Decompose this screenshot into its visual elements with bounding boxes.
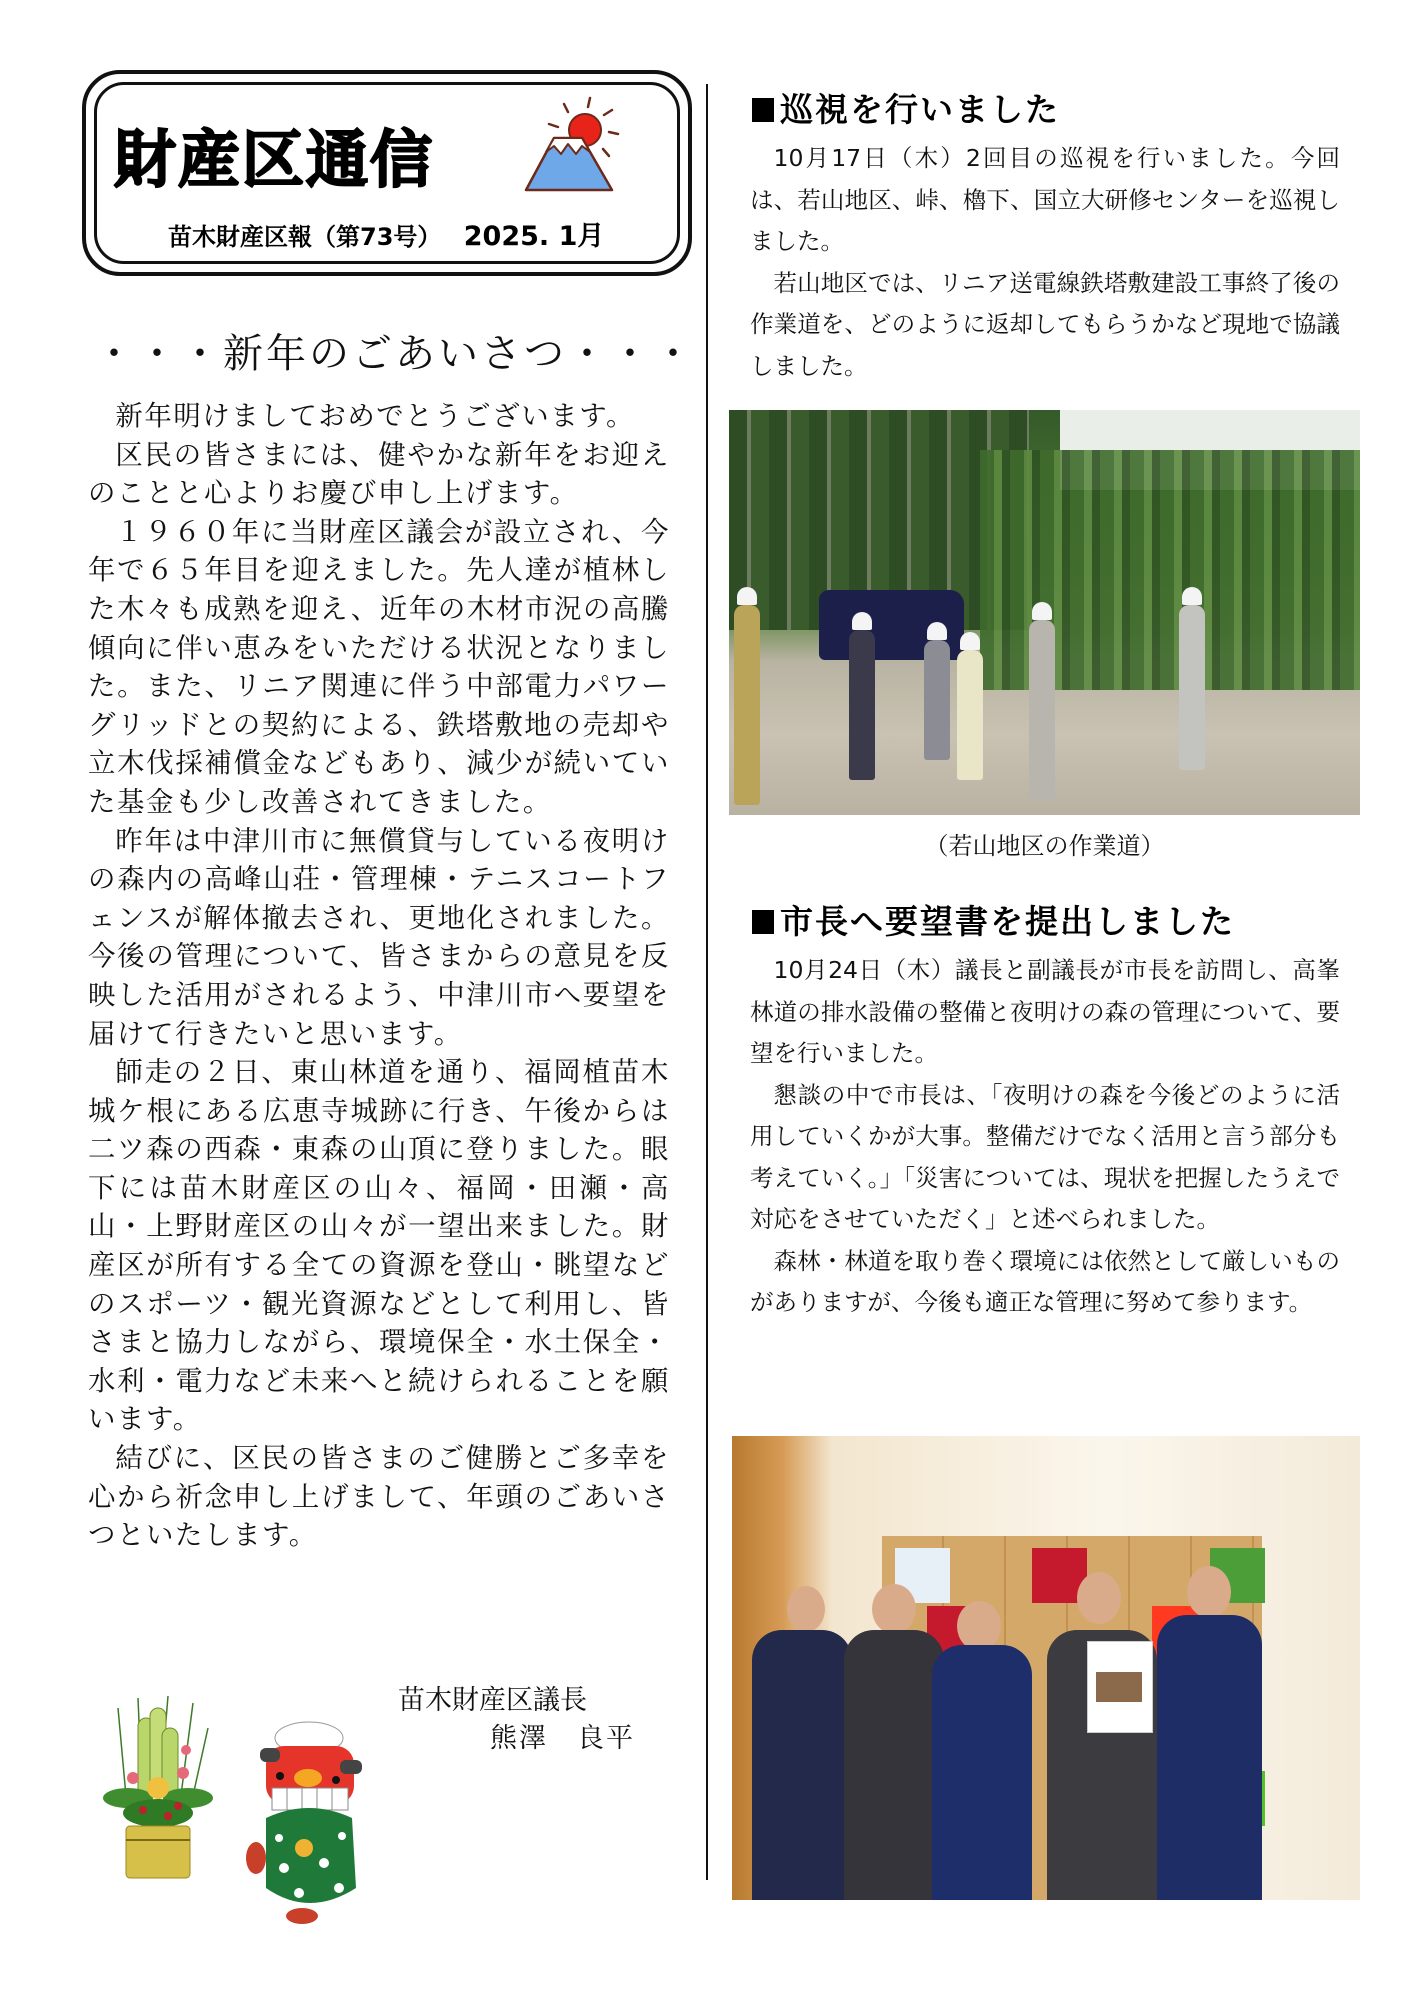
photo-person-suit xyxy=(1157,1615,1262,1900)
masthead xyxy=(82,70,692,276)
section-heading-petition xyxy=(752,896,1235,943)
photo-person-suit xyxy=(752,1630,852,1900)
section-body-petition xyxy=(750,950,1340,1324)
section-heading-text: 市長へ要望書を提出しました xyxy=(780,902,1235,941)
photo-person xyxy=(1029,620,1055,800)
photo-person-head xyxy=(872,1584,916,1634)
mount-fuji-sunrise-icon xyxy=(516,94,626,194)
photo-wakayama-work-road xyxy=(729,410,1360,815)
signature-role: 苗木財産区議長 xyxy=(398,1685,587,1716)
photo-person xyxy=(1179,605,1205,770)
greeting-paragraph: 師走の２日、東山林道を通り、福岡植苗木城ケ根にある広恵寺城跡に行き、午後からは二ツ森の西森・東森の山頂に登りました。眼下には苗木財産区の山々、福岡・田瀬・高山・上野財産区の山々が一望出来ました。財産区が所有する全ての資源を登山・眺望などのスポーツ・観光資源などとして利用し、皆さまと協力しながら、環境保全・水土保全・水利・電力など未来へと続けられることを願います。 xyxy=(88,1057,670,1436)
section-paragraph: 10月17日（木）2回目の巡視を行いました。今回は、若山地区、峠、櫓下、国立大研修センターを巡視しました。 xyxy=(750,144,1340,255)
shishimai-lion-dancer-icon xyxy=(244,1718,374,1928)
section-heading-text: 巡視を行いました xyxy=(780,90,1060,129)
photo-caption: （若山地区の作業道） xyxy=(924,832,1165,860)
signature-name: 熊澤 良平 xyxy=(490,1723,635,1754)
photo-person xyxy=(924,640,950,760)
photo-person xyxy=(734,605,760,805)
square-bullet-icon xyxy=(752,910,774,934)
greeting-body xyxy=(88,398,670,1556)
section-paragraph: 10月24日（木）議長と副議長が市長を訪問し、高峯林道の排水設備の整備と夜明けの森の管理について、要望を行いました。 xyxy=(750,956,1340,1067)
photo-person-head xyxy=(1077,1572,1121,1624)
greeting-paragraph: 区民の皆さまには、健やかな新年をお迎えのことと心よりお慶び申し上げます。 xyxy=(88,439,670,510)
section-heading-patrol xyxy=(752,84,1060,131)
photo-person-suit xyxy=(844,1630,944,1900)
greeting-paragraph: １９６０年に当財産区議会が設立され、今年で６５年目を迎えました。先人達が植林した木々も成熟を迎え、近年の木材市況の高騰傾向に伴い恵みをいただける状況となりました。また、リニア関連に伴う中部電力パワーグリッドとの契約による、鉄塔敷地の売却や立木伐採補償金などもあり、減少が続いていた基金も少し改善されてきました。 xyxy=(88,516,670,818)
photo-person-head xyxy=(787,1586,825,1632)
issue-line xyxy=(168,214,604,253)
column-divider xyxy=(706,84,708,1880)
issue-date: 2025. 1月 xyxy=(463,221,605,252)
issue-number: 苗木財産区報（第73号） xyxy=(168,223,442,251)
greeting-paragraph: 新年明けましておめでとうございます。 xyxy=(115,401,636,432)
photo-person-suit xyxy=(932,1645,1032,1900)
photo-person xyxy=(849,630,875,780)
photo-person xyxy=(957,650,983,780)
greeting-title: ・・・新年のごあいさつ・・・ xyxy=(94,331,696,377)
newsletter-title: 財産区通信 xyxy=(114,123,435,196)
square-bullet-icon xyxy=(752,98,774,122)
greeting-paragraph: 昨年は中津川市に無償貸与している夜明けの森内の高峰山荘・管理棟・テニスコートフェンスが解体撤去され、更地化されました。今後の管理について、皆さまからの意見を反映した活用がされるよう、中津川市へ要望を届けて行きたいと思います。 xyxy=(88,825,670,1050)
photo-person-head xyxy=(957,1601,1001,1651)
photo-petition-to-mayor xyxy=(732,1436,1360,1900)
section-paragraph: 懇談の中で市長は、「夜明けの森を今後どのように活用していくかが大事。整備だけでなく活用と言う部分も考えていく。」「災害については、現状を把握したうえで対応をさせていただく」と述べられました。 xyxy=(750,1080,1340,1233)
section-body-patrol xyxy=(750,138,1340,387)
kadomatsu-icon xyxy=(98,1688,218,1888)
photo-person-head xyxy=(1187,1566,1231,1618)
signature-block xyxy=(398,1682,635,1758)
section-paragraph: 森林・林道を取り巻く環境には依然として厳しいものがありますが、今後も適正な管理に努めて参ります。 xyxy=(750,1246,1340,1316)
section-paragraph: 若山地区では、リニア送電線鉄塔敷建設工事終了後の作業道を、どのように返却してもらうかなど現地で協議しました。 xyxy=(750,268,1340,380)
greeting-paragraph: 結びに、区民の皆さまのご健勝とご多幸を心から祈念申し上げまして、年頭のごあいさつといたします。 xyxy=(88,1443,670,1552)
photo-petition-document xyxy=(1087,1641,1153,1733)
